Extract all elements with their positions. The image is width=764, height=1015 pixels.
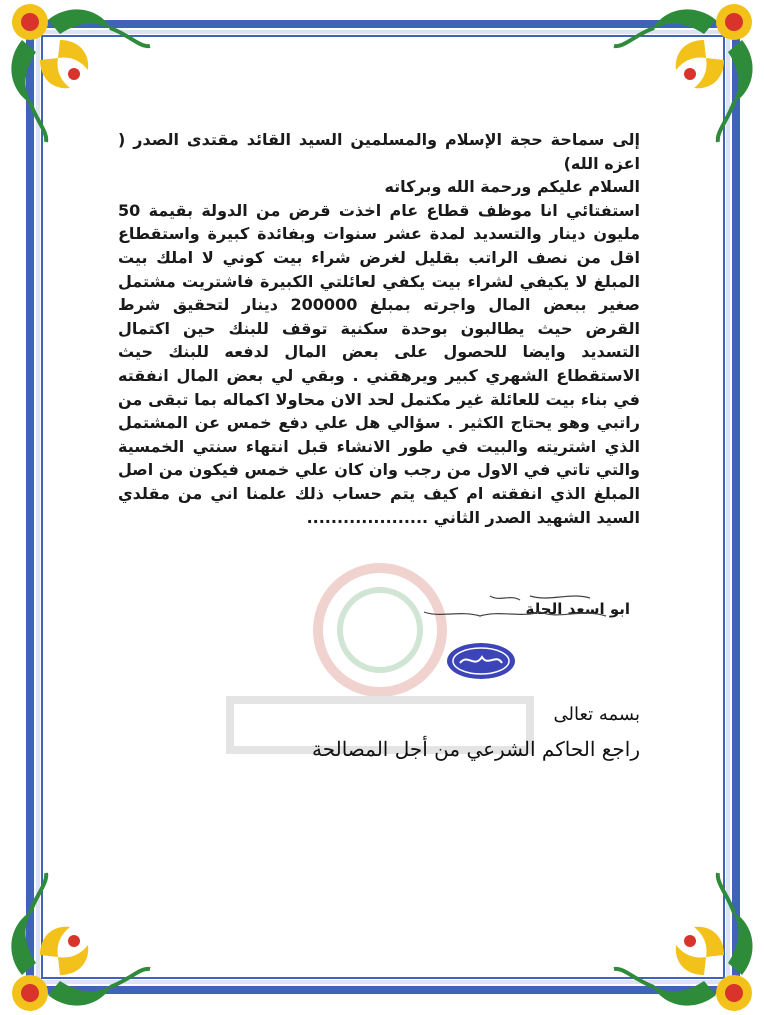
handwritten-note: [420, 590, 610, 626]
reply-opening: بسمه تعالى: [553, 704, 640, 725]
office-seal: [444, 641, 518, 681]
letter-body: [118, 128, 640, 529]
reply-answer: راجع الحاكم الشرعي من أجل المصالحة: [311, 737, 640, 761]
letter-salutation: إلى سماحة حجة الإسلام والمسلمين السيد القائد مقتدى الصدر ( اعزه الله): [118, 130, 640, 173]
signature-row: [160, 590, 630, 630]
reply-block: [300, 700, 640, 766]
letter-greeting: السلام عليكم ورحمة الله وبركاته: [384, 177, 640, 197]
letter-question: استفتائي انا موظف قطاع عام اخذت قرض من الدولة بقيمة 50 مليون دينار والتسديد لمدة عشر سنوات وبفائدة كبيرة واستقطاع اقل من نصف الراتب بقليل لغرض شراء بيت كوني لا املك بيت المبلغ لا يكيفي لشراء بيت يكفي لعائلتي الكبيرة فاشتريت مشتمل صغير ببعض المال واجرته بمبلغ 200000 دينار لتحقيق شرط القرض حيث يطالبون بوحدة سكنية توقف للبنك حين اكتمال التسديد وايضا للحصول على بعض المال لدفعه للبنك حيث الاستقطاع الشهري كبير ويرهقني . وبقي لي بعض المال انفقته في بناء بيت للعائلة غير مكتمل لحد الان محاولا اكماله بما تبقى من راتبي وهو يحتاج الكثير . سؤالي هل علي دفع خمس عن المشتمل الذي اشتريته والبيت في طور الانشاء قبل انتهاء سنتي الخمسية والتي تاتي في الاول من رجب وان كان علي خمس فيكون من اصل المبلغ الذي انفقته ام كيف يتم حساب ذلك علمنا اني من مقلدي السيد الشهيد الصدر الثاني ....................: [118, 200, 641, 527]
signer-name: ابو اسعد الحلة: [525, 600, 630, 618]
